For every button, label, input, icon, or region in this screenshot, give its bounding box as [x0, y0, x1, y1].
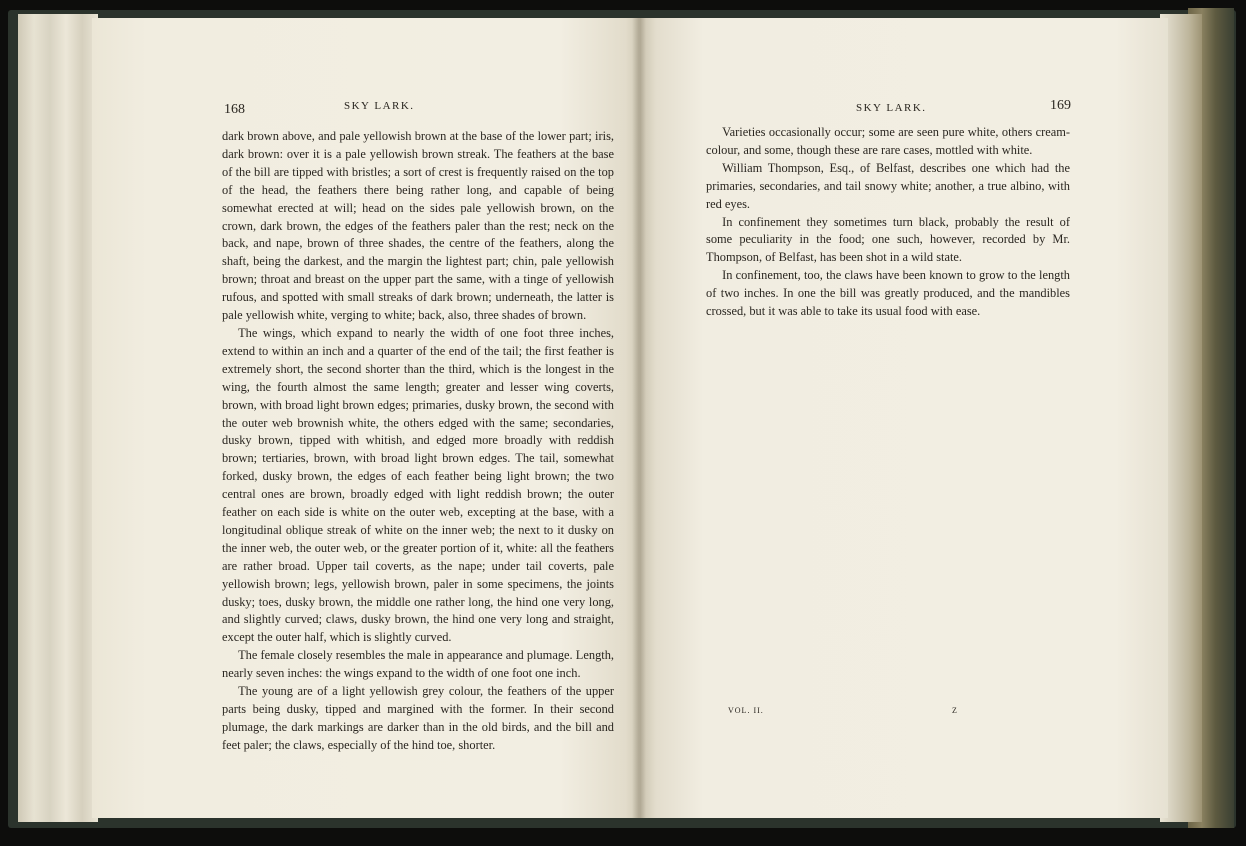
paragraph: William Thompson, Esq., of Belfast, describes one which had the primaries, secondaries, and tail snowy white; another, a true albino, with red eyes. [706, 160, 1070, 211]
footer-signature: Z [952, 706, 958, 715]
page-stack-left [18, 14, 98, 822]
left-page [92, 18, 642, 818]
gutter-shadow [632, 18, 646, 818]
page-number-right: 169 [1050, 98, 1071, 113]
paragraph: dark brown above, and pale yellowish brown at the base of the lower part; iris, dark brown: over it is a pale yellowish brown streak. The feathers at the base of the bill are tipped with bristles; a sort of crest is frequently raised on the top of the head, the feathers there being rather long, and capable of being somewhat erected at will; head on the sides pale yellowish brown, on the crown, dark brown, the edges of the feathers paler than the rest; neck on the back, and nape, brown of three shades, the centre of the feathers, along the shaft, being the darkest, and the margin the lightest part; chin, pale yellowish brown; throat and breast on the upper part the same, with a tinge of yellowish rufous, and spotted with small streaks of dark brown; underneath, the latter is pale yellowish white, verging to white; back, also, three shades of brown. [222, 129, 614, 323]
paragraph: Varieties occasionally occur; some are seen pure white, others cream-colour, and some, though these are rare cases, mottled with white. [706, 125, 1070, 157]
running-head-left: SKY LARK. [344, 100, 415, 112]
paragraph: The female closely resembles the male in appearance and plumage. Length, nearly seven inches: the wings expand to the width of one foot one inch. [222, 648, 614, 681]
left-page-text [222, 128, 614, 755]
paragraph: In confinement they sometimes turn black, probably the result of some peculiarity in the food; one such, however, recorded by Mr. Thompson, of Belfast, has been shot in a wild state. [706, 214, 1070, 265]
footer-volume: VOL. II. [728, 706, 764, 715]
right-page-text [706, 124, 1070, 321]
paragraph: The young are of a light yellowish grey colour, the feathers of the upper parts being dusky, tipped and margined with the former. In their second plumage, the dark markings are darker than in the old birds, and the bill and feet paler; the claws, especially of the hind toe, shorter. [222, 684, 614, 752]
running-head-right: SKY LARK. [856, 102, 927, 114]
right-page [640, 18, 1168, 818]
paragraph: In confinement, too, the claws have been known to grow to the length of two inches. In one the bill was greatly produced, and the mandibles crossed, but it was able to take its usual food with ease. [706, 268, 1070, 319]
page-number-left: 168 [224, 102, 245, 117]
paragraph: The wings, which expand to nearly the width of one foot three inches, extend to within an inch and a quarter of the end of the tail; the first feather is extremely short, the second shorter than the third, which is the longest in the wing, the fourth almost the same length; greater and lesser wing coverts, brown, with broad light brown edges; primaries, dusky brown, the second with the outer web brownish white, the others edged with the same; secondaries, dusky brown, tipped with whitish, and edged more broadly with reddish brown; tertiaries, brown, with broad light brown edges. The tail, somewhat forked, dusky brown, the edges of each feather being light brown; the two central ones are brown, broadly edged with light reddish brown; the outer feather on each side is white on the outer web, excepting at the base, with a longitudinal oblique streak of white on the inner web; the next to it dusky on the inner web, the outer web, or the greater portion of it, white: all the feathers are rather broad. Upper tail coverts, as the nape; under tail coverts, pale yellowish brown; legs, yellowish brown, paler in some specimens, the joints dusky; toes, dusky brown, the middle one rather long, the hind one very long, and slightly curved; claws, dusky brown, the hind one very long and straight, except the outer half, which is slightly curved. [222, 325, 614, 645]
